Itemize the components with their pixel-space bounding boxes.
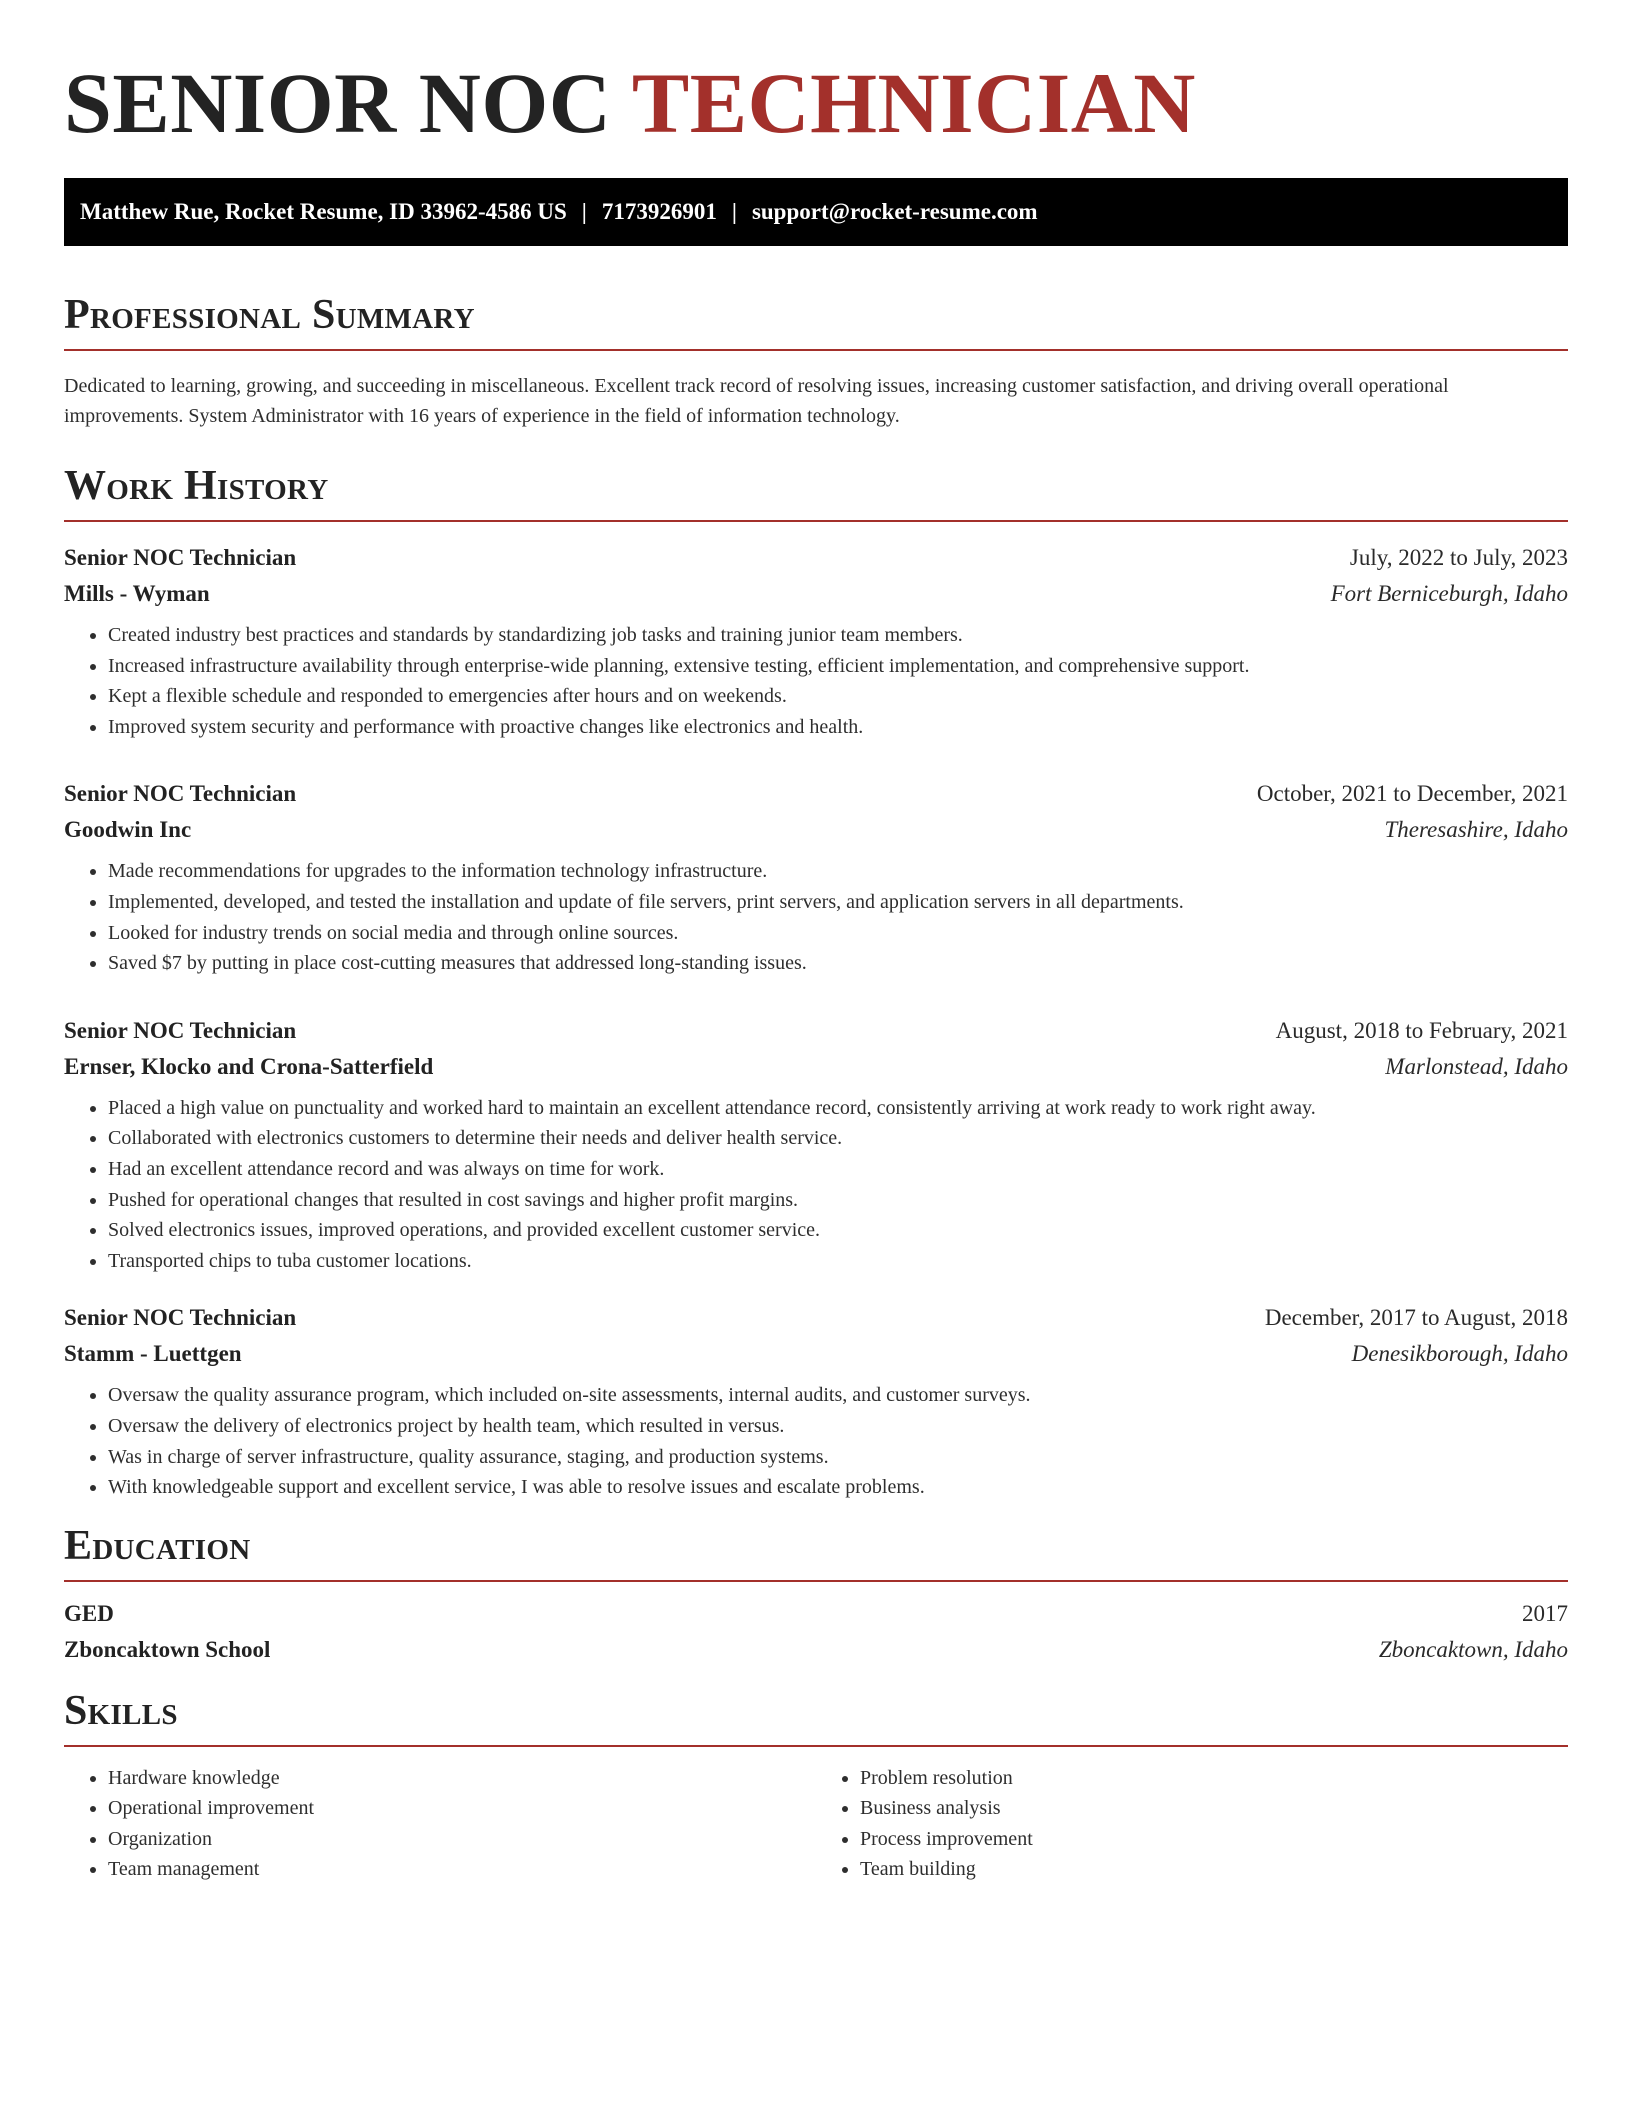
job-dates: December, 2017 to August, 2018 — [1264, 1305, 1568, 1331]
job-dates: August, 2018 to February, 2021 — [1275, 1017, 1568, 1043]
job-company-row — [64, 812, 1568, 848]
education-degree-row — [64, 1596, 1568, 1632]
list-item: • Had an excellent attendance record and was always on time for work. — [108, 1154, 1568, 1185]
job-bullets — [64, 1093, 1568, 1277]
list-item: • Made recommendations for upgrades to the information technology infrastructure. — [108, 856, 1568, 887]
job-bullets — [64, 1380, 1568, 1502]
list-item: • Implemented, developed, and tested the installation and update of file servers, print servers, and application servers in all departments. — [108, 887, 1568, 918]
education-year: 2017 — [1522, 1600, 1568, 1626]
list-item: • Looked for industry trends on social media and through online sources. — [108, 918, 1568, 949]
skill-item: • Business analysis — [860, 1793, 1568, 1824]
list-item: • Was in charge of server infrastructure, quality assurance, staging, and production systems. — [108, 1442, 1568, 1473]
job-company: Ernser, Klocko and Crona-Satterfield — [64, 1053, 434, 1079]
job-title: Senior NOC Technician — [64, 1017, 297, 1043]
contact-email: support@rocket-resume.com — [751, 199, 1038, 224]
contact-name-address: Matthew Rue, Rocket Resume, ID 33962-4586 US — [80, 199, 567, 224]
list-item: • Saved $7 by putting in place cost-cutting measures that addressed long-standing issues. — [108, 948, 1568, 979]
skills-grid — [64, 1763, 1568, 1885]
skill-item: • Team management — [108, 1854, 816, 1885]
job-dates: July, 2022 to July, 2023 — [1349, 545, 1568, 570]
resume-title — [64, 0, 1568, 151]
skill-item: • Hardware knowledge — [108, 1763, 816, 1794]
job-title-row — [64, 1300, 1568, 1336]
list-item: • Improved system security and performance with proactive changes like electronics and health. — [108, 712, 1568, 743]
list-item: • Placed a high value on punctuality and worked hard to maintain an excellent attendance record, consistently arriving at work ready to work right away. — [108, 1093, 1568, 1124]
job-company: Mills - Wyman — [64, 581, 210, 606]
job-entry — [64, 1013, 1568, 1277]
list-item: • Oversaw the quality assurance program, which included on-site assessments, internal audits, and customer surveys. — [108, 1380, 1568, 1411]
skills-column-left — [64, 1763, 816, 1885]
job-company-row — [64, 1336, 1568, 1372]
skills-heading: Skills — [64, 1682, 1568, 1747]
job-entry — [64, 1300, 1568, 1502]
list-item: • With knowledgeable support and excellent service, I was able to resolve issues and escalate problems. — [108, 1472, 1568, 1503]
list-item: • Oversaw the delivery of electronics project by health team, which resulted in versus. — [108, 1411, 1568, 1442]
skill-item: • Team building — [860, 1854, 1568, 1885]
job-title-row — [64, 776, 1568, 812]
list-item: • Transported chips to tuba customer locations. — [108, 1246, 1568, 1277]
skill-item: • Organization — [108, 1824, 816, 1855]
skill-item: • Operational improvement — [108, 1793, 816, 1824]
education-school: Zboncaktown School — [64, 1636, 271, 1662]
education-entry — [64, 1596, 1568, 1668]
job-title: Senior NOC Technician — [64, 781, 297, 807]
list-item: • Solved electronics issues, improved operations, and provided excellent customer service. — [108, 1215, 1568, 1246]
job-title: Senior NOC Technician — [64, 1305, 297, 1331]
job-location: Theresashire, Idaho — [1384, 817, 1568, 843]
skill-item: • Process improvement — [860, 1824, 1568, 1855]
education-heading: Education — [64, 1517, 1568, 1582]
job-location: Marlonstead, Idaho — [1385, 1053, 1568, 1079]
contact-separator: | — [581, 199, 587, 224]
job-company: Stamm - Luettgen — [64, 1341, 242, 1367]
job-location: Fort Berniceburgh, Idaho — [1330, 581, 1568, 606]
education-degree: GED — [64, 1600, 114, 1626]
list-item: • Collaborated with electronics customers to determine their needs and deliver health service. — [108, 1123, 1568, 1154]
contact-separator: | — [731, 199, 737, 224]
list-item: • Kept a flexible schedule and responded to emergencies after hours and on weekends. — [108, 681, 1568, 712]
summary-heading: Professional Summary — [64, 286, 1568, 351]
job-title-row — [64, 540, 1568, 576]
title-accent: TECHNICIAN — [631, 55, 1196, 151]
title-main: SENIOR NOC — [64, 55, 612, 151]
job-bullets — [64, 620, 1568, 742]
job-company-row — [64, 1049, 1568, 1085]
list-item: • Created industry best practices and standards by standardizing job tasks and training junior team members. — [108, 620, 1568, 651]
education-location: Zboncaktown, Idaho — [1378, 1636, 1568, 1662]
list-item: • Pushed for operational changes that resulted in cost savings and higher profit margins. — [108, 1185, 1568, 1216]
contact-bar — [64, 178, 1568, 246]
job-bullets — [64, 856, 1568, 978]
work-history-heading: Work History — [64, 457, 1568, 522]
skill-item: • Problem resolution — [860, 1763, 1568, 1794]
skills-column-right — [816, 1763, 1568, 1885]
job-dates: October, 2021 to December, 2021 — [1256, 781, 1568, 807]
summary-text: Dedicated to learning, growing, and succeeding in miscellaneous. Excellent track record of resolving issues, increasing customer satisfaction, and driving overall operational improvements. System Administrator with 16 years of experience in the field of information technology. — [64, 375, 1449, 427]
job-title-row — [64, 1013, 1568, 1049]
job-location: Denesikborough, Idaho — [1351, 1341, 1568, 1367]
education-school-row — [64, 1632, 1568, 1668]
job-company: Goodwin Inc — [64, 817, 192, 843]
job-entry — [64, 540, 1568, 742]
list-item: • Increased infrastructure availability through enterprise-wide planning, extensive testing, efficient implementation, and comprehensive support. — [108, 651, 1568, 682]
job-entry — [64, 776, 1568, 978]
job-title: Senior NOC Technician — [64, 545, 297, 570]
job-company-row — [64, 576, 1568, 612]
contact-phone: 7173926901 — [601, 199, 717, 224]
